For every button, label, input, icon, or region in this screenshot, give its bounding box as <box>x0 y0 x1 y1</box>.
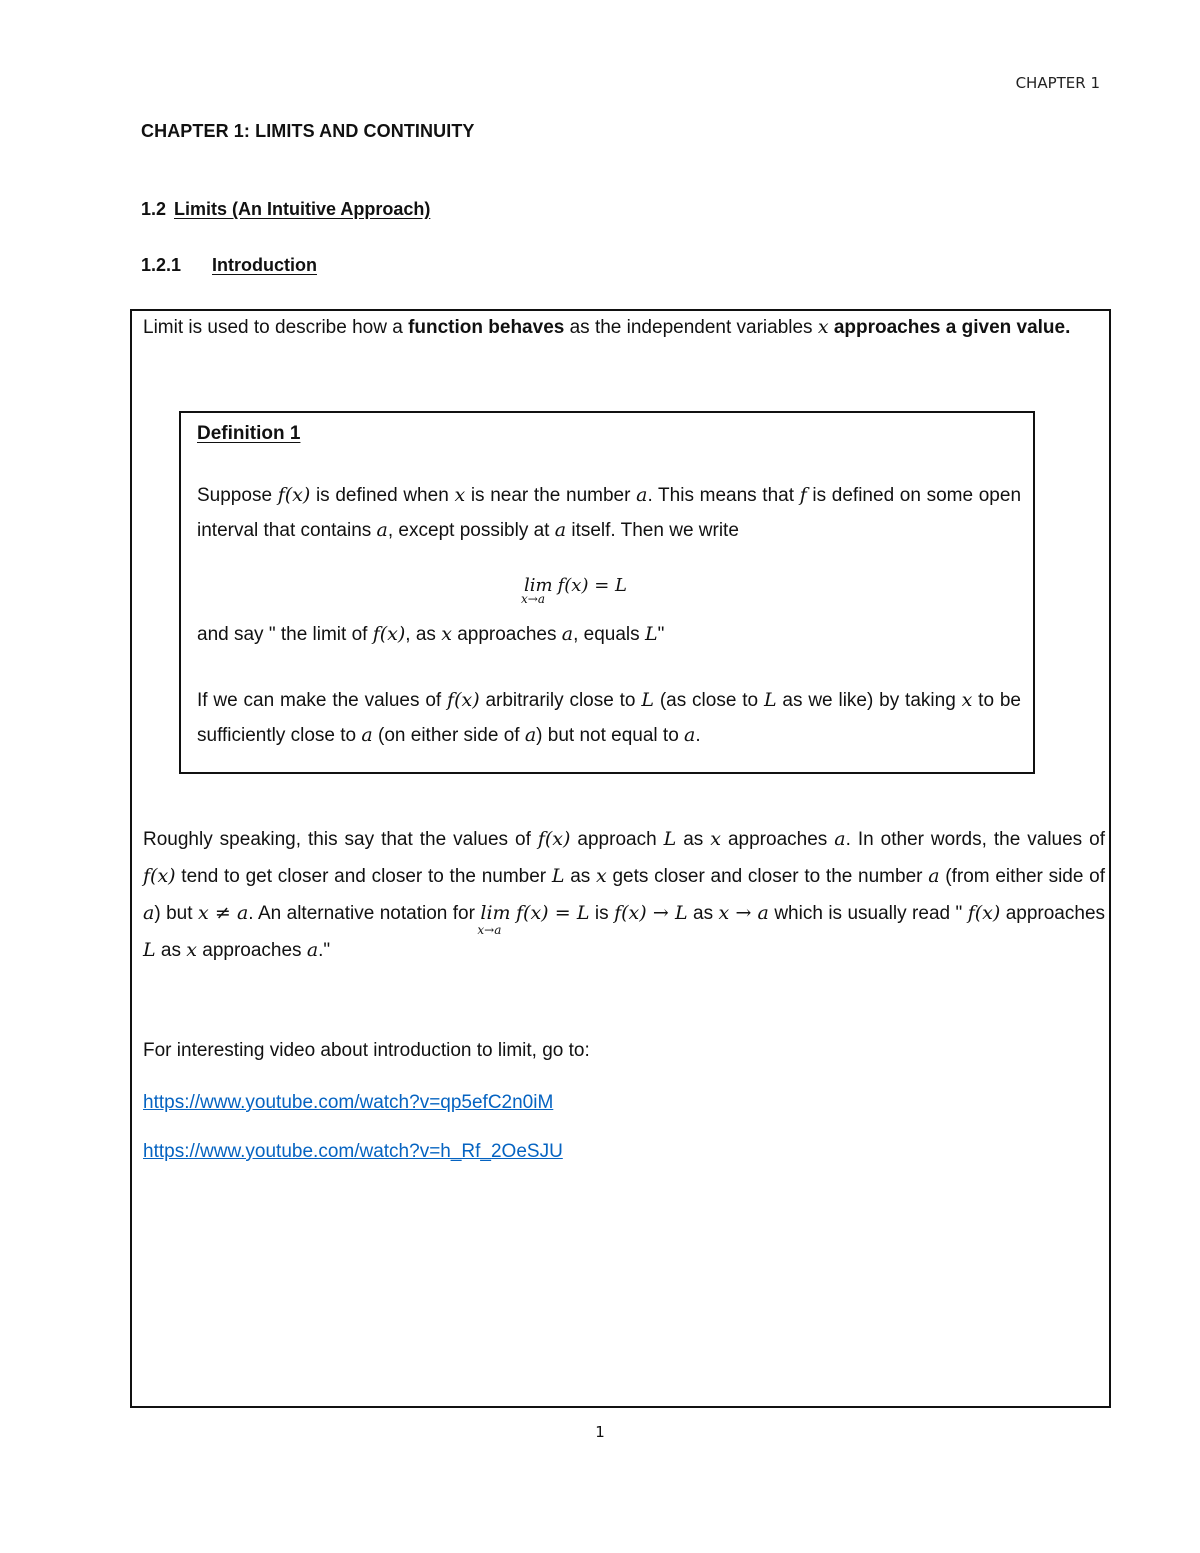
math-symbol: a <box>684 724 696 746</box>
math-symbol: a <box>143 902 155 924</box>
section-heading-1-2 <box>141 199 430 220</box>
limit-expression: f(x) = L <box>557 575 627 596</box>
text: Roughly speaking, this say that the values of <box>143 829 538 850</box>
math-symbol: f(x) <box>967 902 1001 924</box>
text: itself. Then we write <box>566 520 739 541</box>
running-header: CHAPTER 1 <box>1015 74 1100 92</box>
text: is near the number <box>465 485 637 506</box>
math-symbol: a <box>554 519 567 541</box>
math-symbol: x → a <box>718 902 769 924</box>
text: as <box>564 866 596 887</box>
lim-word: lim <box>524 575 553 596</box>
section-heading-1-2-1 <box>141 255 317 276</box>
math-symbol: a <box>524 724 537 746</box>
text: as <box>155 940 187 961</box>
text: (as close to <box>653 690 764 711</box>
definition-paragraph <box>197 683 1021 753</box>
youtube-link-1[interactable]: https://www.youtube.com/watch?v=qp5efC2n0iM <box>143 1092 554 1113</box>
math-symbol: x <box>817 316 829 338</box>
lim-word: lim <box>480 902 511 924</box>
text: as the independent variables <box>564 317 818 338</box>
text: approaches <box>1000 903 1106 924</box>
definition-box <box>179 411 1035 774</box>
text: gets closer and closer to the number <box>606 866 929 887</box>
definition-paragraph <box>197 478 1021 548</box>
math-symbol: a <box>636 484 648 506</box>
math-symbol: a <box>561 623 574 645</box>
text: , equals <box>573 624 645 645</box>
text: tend to get closer and closer to the number <box>175 866 552 887</box>
math-symbol: f <box>799 484 807 506</box>
page-number: 1 <box>595 1423 605 1441</box>
math-symbol: f(x) <box>537 828 571 850</box>
math-symbol: L <box>143 939 156 961</box>
lim-subscript: x→a <box>477 923 502 937</box>
text: as <box>687 903 719 924</box>
text: which is usually read " <box>768 903 968 924</box>
math-symbol: f(x) <box>447 689 480 711</box>
math-symbol: a <box>306 939 319 961</box>
intro-paragraph <box>143 312 1105 343</box>
bold-text: function behaves <box>408 317 565 338</box>
definition-title: Definition 1 <box>197 423 301 444</box>
text: (from either side of <box>939 866 1105 887</box>
text: and say " the limit of <box>197 624 373 645</box>
definition-paragraph <box>197 617 1021 652</box>
math-symbol: a <box>361 724 373 746</box>
text: . This means that <box>647 485 800 506</box>
text: Limit is used to describe how a <box>143 317 409 338</box>
section-number: 1.2 <box>141 199 167 219</box>
lim-subscript: x→a <box>521 592 545 606</box>
math-symbol: a <box>834 828 846 850</box>
math-symbol: L <box>644 623 658 645</box>
math-symbol: f(x) <box>372 623 406 645</box>
text: approaches <box>196 940 307 961</box>
math-symbol: x <box>961 689 973 711</box>
text: is defined on some open interval that contains <box>197 485 1022 541</box>
explanation-paragraph <box>143 821 1105 969</box>
text: as we like) by taking <box>776 690 962 711</box>
math-symbol: L <box>663 828 677 850</box>
text: , except possibly at <box>387 520 555 541</box>
text: approaches <box>721 829 835 850</box>
math-symbol: a <box>376 519 388 541</box>
section-number: 1.2.1 <box>141 255 182 275</box>
math-symbol: x <box>596 865 607 887</box>
text: . In other words, the values of <box>845 829 1106 850</box>
math-symbol: L <box>763 689 777 711</box>
text: Suppose <box>197 485 278 506</box>
math-symbol: x <box>186 939 197 961</box>
lim-operator <box>477 895 511 937</box>
math-symbol: x <box>710 828 721 850</box>
math-symbol: x <box>454 484 466 506</box>
text: (on either side of <box>372 725 525 746</box>
text: is <box>589 903 615 924</box>
video-intro-text: For interesting video about introduction to limit, go to: <box>143 1040 590 1061</box>
text: arbitrarily close to <box>479 690 642 711</box>
text: , as <box>405 624 442 645</box>
content-box <box>130 309 1111 1408</box>
text: approaches <box>451 624 562 645</box>
text: approach <box>570 829 664 850</box>
text: as <box>676 829 711 850</box>
math-symbol: f(x) <box>277 484 311 506</box>
section-title: Limits (An Intuitive Approach) <box>174 199 431 219</box>
text: . <box>695 725 701 746</box>
math-symbol: x <box>441 623 452 645</box>
text: ) but not equal to <box>536 725 685 746</box>
section-title: Introduction <box>212 255 317 275</box>
math-symbol: L <box>641 689 654 711</box>
text: ." <box>318 940 331 961</box>
text: . An alternative notation for <box>248 903 481 924</box>
limit-equation <box>521 575 627 606</box>
limit-expression: f(x) = L <box>516 902 590 924</box>
math-symbol: L <box>551 865 565 887</box>
text: ) but <box>154 903 198 924</box>
math-symbol: a <box>928 865 940 887</box>
math-symbol: f(x) → L <box>614 902 688 924</box>
text: " <box>657 624 665 645</box>
youtube-link-2[interactable]: https://www.youtube.com/watch?v=h_Rf_2OeSJU <box>143 1141 563 1162</box>
text: is defined when <box>310 485 455 506</box>
bold-text: approaches a given value. <box>828 317 1071 338</box>
math-symbol: f(x) <box>143 865 176 887</box>
text: If we can make the values of <box>197 690 448 711</box>
text: to be sufficiently close to <box>197 690 1021 746</box>
lim-operator <box>521 575 553 606</box>
chapter-title: CHAPTER 1: LIMITS AND CONTINUITY <box>141 121 475 141</box>
math-symbol: x ≠ a <box>197 902 249 924</box>
